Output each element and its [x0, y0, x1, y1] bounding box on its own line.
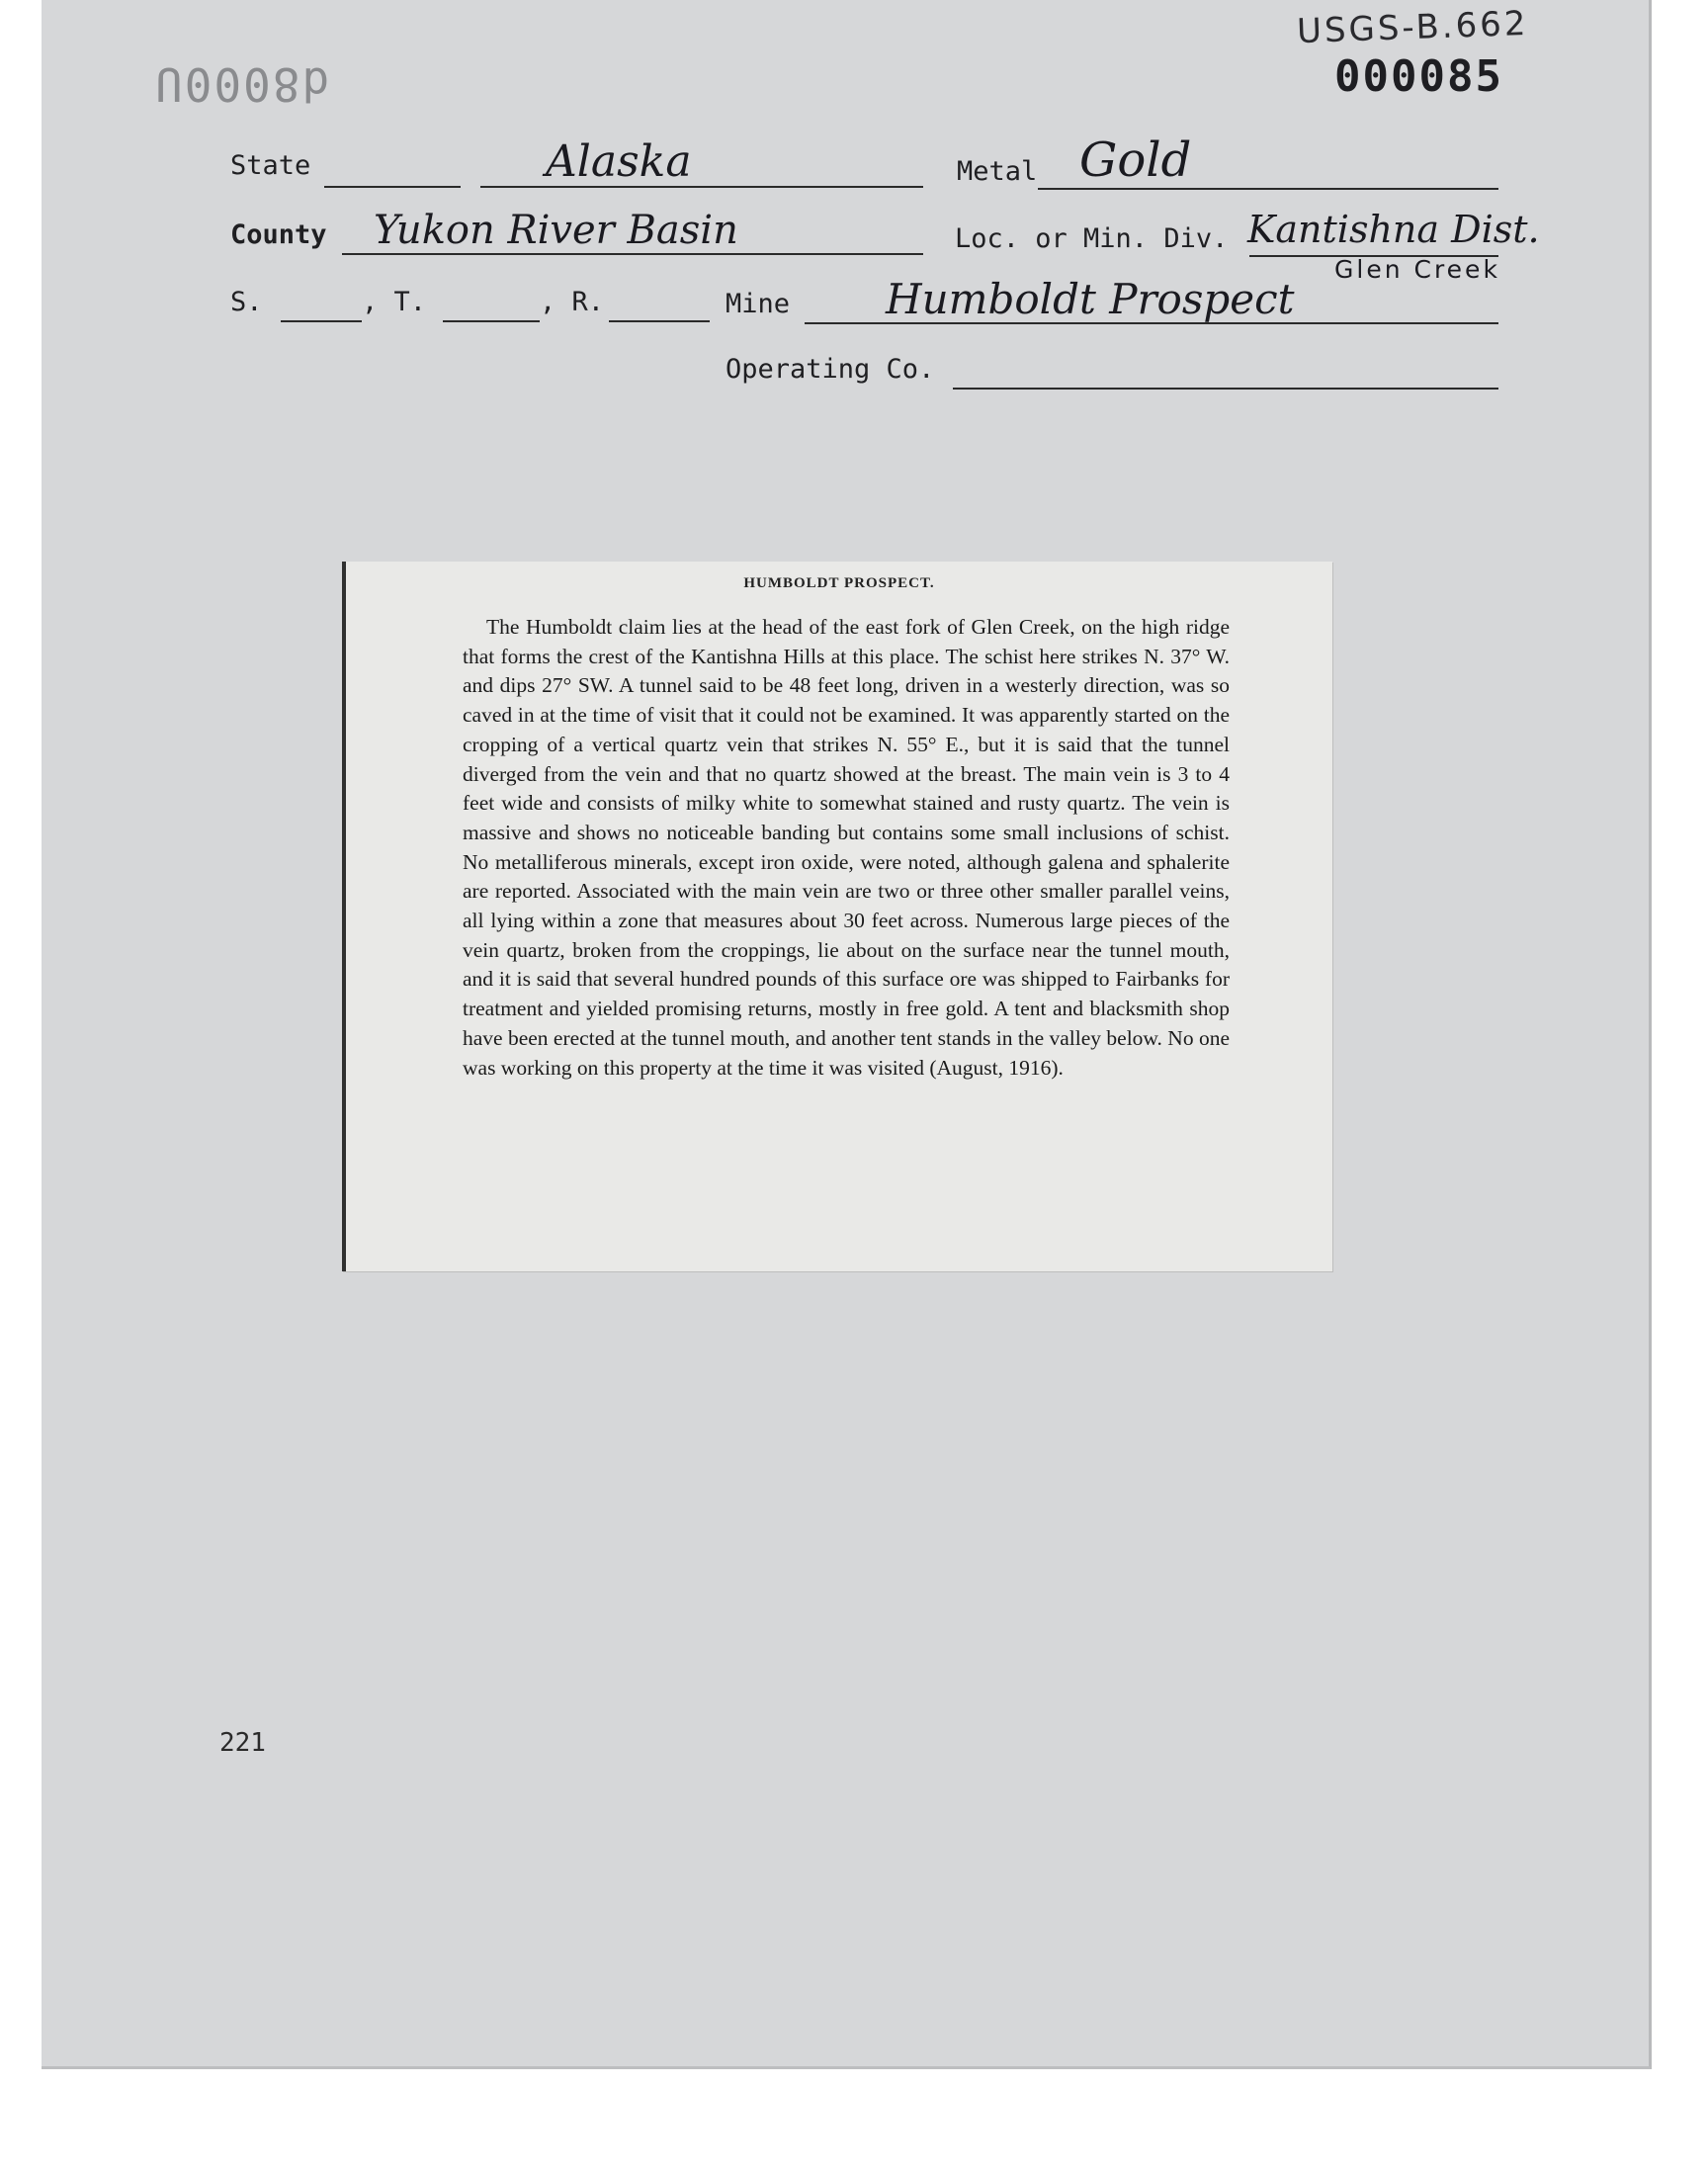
metal-label: Metal [957, 156, 1038, 187]
mine-label: Mine [726, 289, 791, 319]
range-line [609, 320, 710, 322]
operating-co-label: Operating Co. [726, 354, 935, 385]
page-number: 221 [219, 1728, 266, 1758]
section-line [281, 320, 362, 322]
operating-co-line [953, 388, 1498, 390]
county-label: County [230, 219, 327, 250]
document-number-stamp: 000085 [1334, 51, 1503, 102]
loc-value: Kantishna Dist. [1247, 208, 1540, 251]
county-value: Yukon River Basin [374, 208, 738, 253]
report-clipping [342, 562, 1332, 1271]
reference-note: USGS-B.662 [1296, 3, 1530, 52]
metal-value: Gold [1079, 132, 1192, 188]
township-line [443, 320, 540, 322]
county-line [342, 253, 923, 255]
township-label: , T. [362, 287, 427, 317]
section-label: S. [230, 287, 263, 317]
loc-value-secondary: Glen Creek [1334, 255, 1500, 284]
state-label: State [230, 150, 311, 181]
state-line-a [324, 186, 461, 188]
loc-label: Loc. or Min. Div. [955, 223, 1229, 254]
metal-line [1038, 188, 1498, 190]
clipping-text: The Humboldt claim lies at the head of the east fork of Glen Creek, on the high ridge that forms the crest of the Kantishna Hills at this place. The schist here strikes N. 37° W. and dips 27° SW. A tunnel said to be 48 feet long, driven in a westerly direction, was so caved in at the time of visit that it could not be examined. It was apparently started on the cropping of a vertical quartz vein that strikes N. 55° E., but it is said that the tunnel diverged from the vein and that no quartz showed at the breast. The main vein is 3 to 4 feet wide and consists of milky white to somewhat stained and rusty quartz. The vein is massive and shows no noticeable banding but contains some small inclusions of schist. No metalliferous minerals, except iron oxide, were noted, although galena and sphalerite are reported. Associated with the main vein are two or three other smaller parallel veins, all lying within a zone that measures about 30 feet across. Numerous large pieces of the vein quartz, broken from the croppings, lie about on the surface near the tunnel mouth, and it is said that several hundred pounds of this surface ore was shipped to Fairbanks for treatment and yielded promising returns, mostly in free gold. A tent and blacksmith shop have been erected at the tunnel mouth, and another tent stands in the valley below. No one was working on this property at the time it was visited (August, 1916). [463, 615, 1230, 1080]
state-value: Alaska [546, 136, 692, 187]
mine-value: Humboldt Prospect [886, 275, 1295, 323]
clipping-title: HUMBOLDT PROSPECT. [743, 575, 935, 591]
range-label: , R. [540, 287, 605, 317]
ghost-number: d8000U [153, 57, 330, 111]
